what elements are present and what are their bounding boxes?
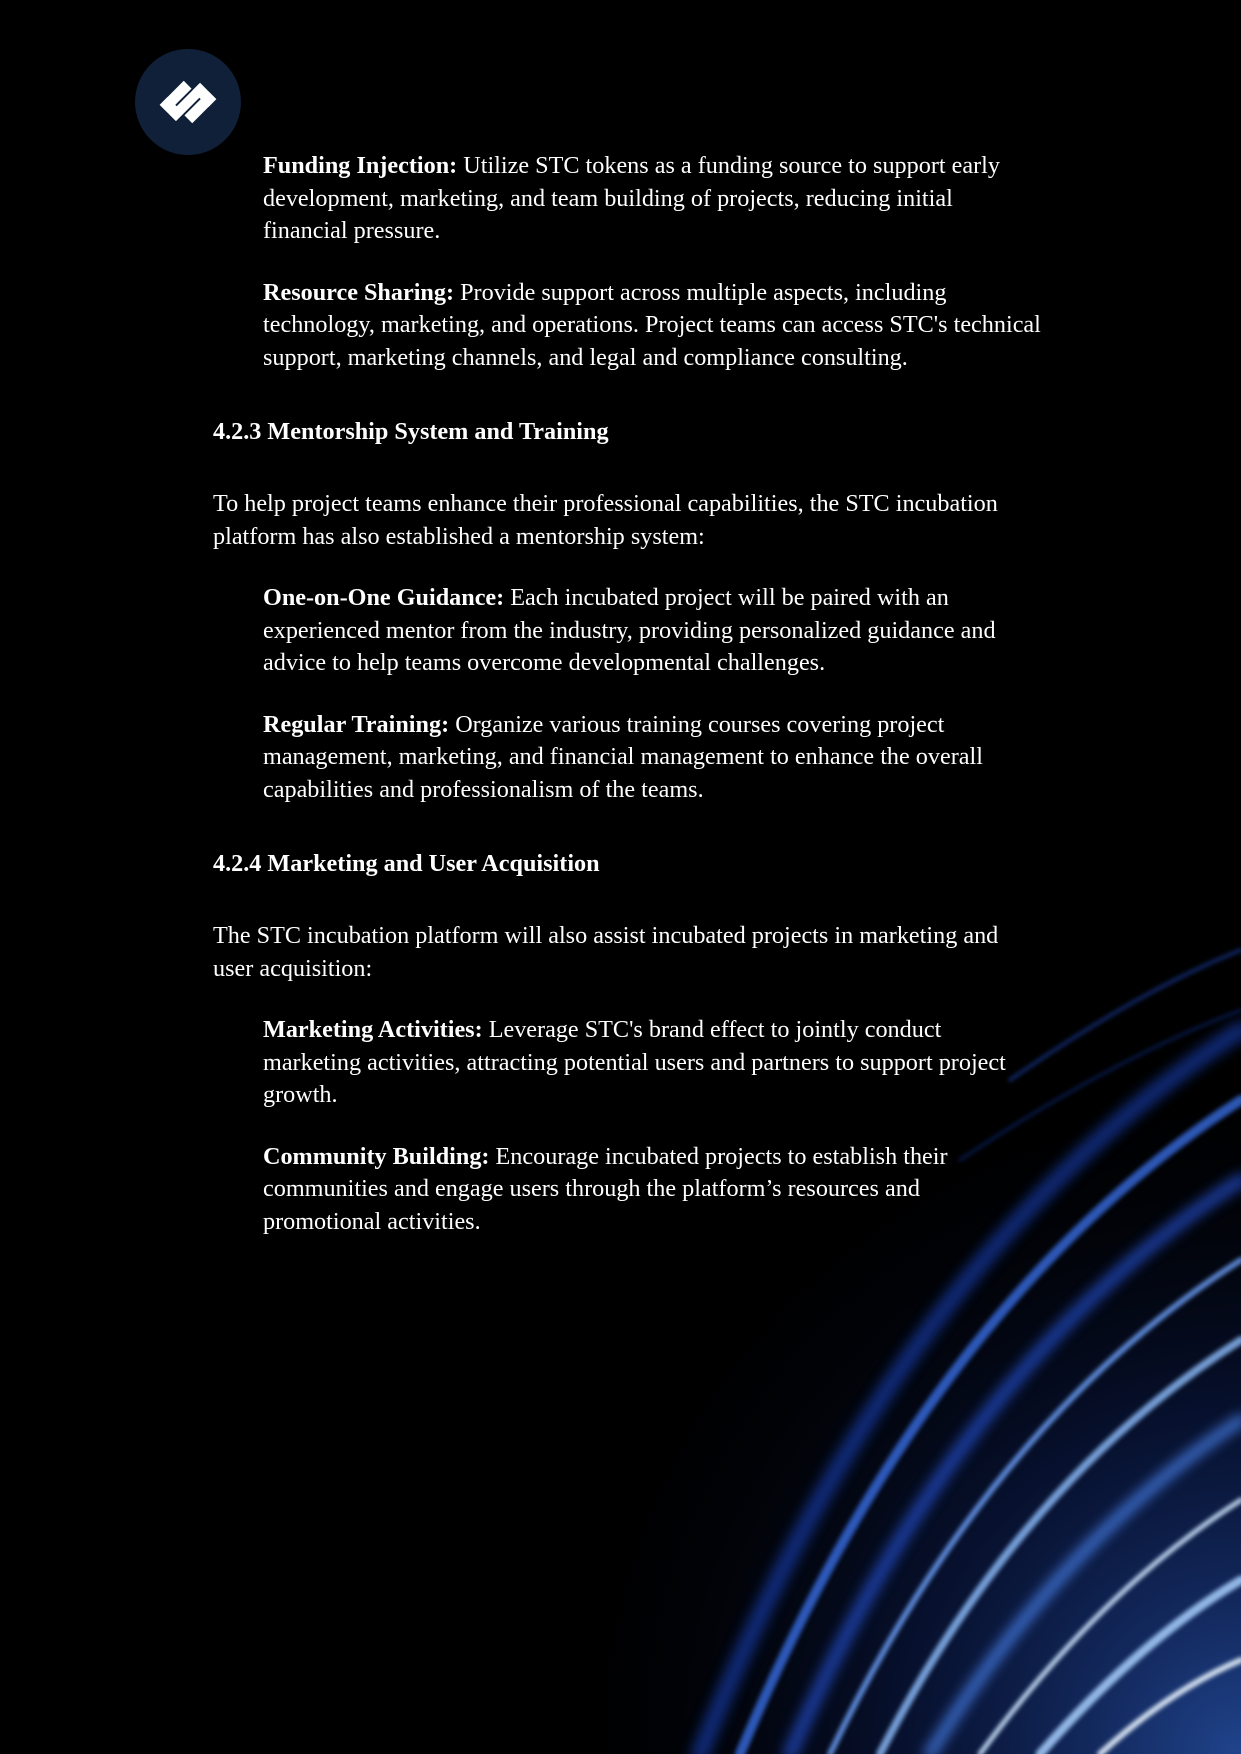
list-item-regular-training (263, 709, 1043, 807)
marketing-intro: The STC incubation platform will also assist incubated projects in marketing and user acquisition: (213, 922, 999, 982)
item-title: One-on-One Guidance: (263, 584, 505, 611)
list-item-marketing-activities (263, 1014, 1043, 1112)
item-text: Leverage STC's brand effect to jointly conduct marketing activities, attracting potential users and partners to support project growth. (263, 1016, 1006, 1108)
item-title: Funding Injection: (263, 152, 458, 179)
document-body (213, 150, 1043, 1267)
list-item-resource-sharing (263, 277, 1043, 375)
list-item-funding-injection (263, 150, 1043, 248)
item-title: Marketing Activities: (263, 1016, 483, 1043)
list-item-one-on-one-guidance (263, 582, 1043, 680)
item-text: Encourage incubated projects to establish their communities and engage users through the platform’s resources and promotional activities. (263, 1142, 948, 1235)
list-item-community-building (263, 1141, 1043, 1239)
stc-logo-icon (135, 49, 241, 155)
item-text: Organize various training courses covering project management, marketing, and financial management to enhance the overall capabilities and professionalism of the teams. (263, 710, 983, 803)
item-title: Resource Sharing: (263, 278, 455, 306)
item-text: Provide support across multiple aspects, including technology, marketing, and operations. Project teams can access STC's technical support, marketing channels, and legal and compliance consulting. (263, 278, 1041, 371)
item-title: Regular Training: (263, 710, 450, 738)
section-heading-mentorship: 4.2.3 Mentorship System and Training (213, 418, 609, 445)
mentorship-intro: To help project teams enhance their professional capabilities, the STC incubation platform has also established a mentorship system: (213, 490, 998, 550)
company-logo (135, 49, 241, 155)
item-title: Community Building: (263, 1142, 490, 1170)
item-text: Each incubated project will be paired with an experienced mentor from the industry, providing personalized guidance and advice to help teams overcome developmental challenges. (263, 584, 996, 676)
item-text: Utilize STC tokens as a funding source to support early development, marketing, and team building of projects, reducing initial financial pressure. (263, 152, 1000, 244)
section-heading-marketing: 4.2.4 Marketing and User Acquisition (213, 850, 600, 877)
